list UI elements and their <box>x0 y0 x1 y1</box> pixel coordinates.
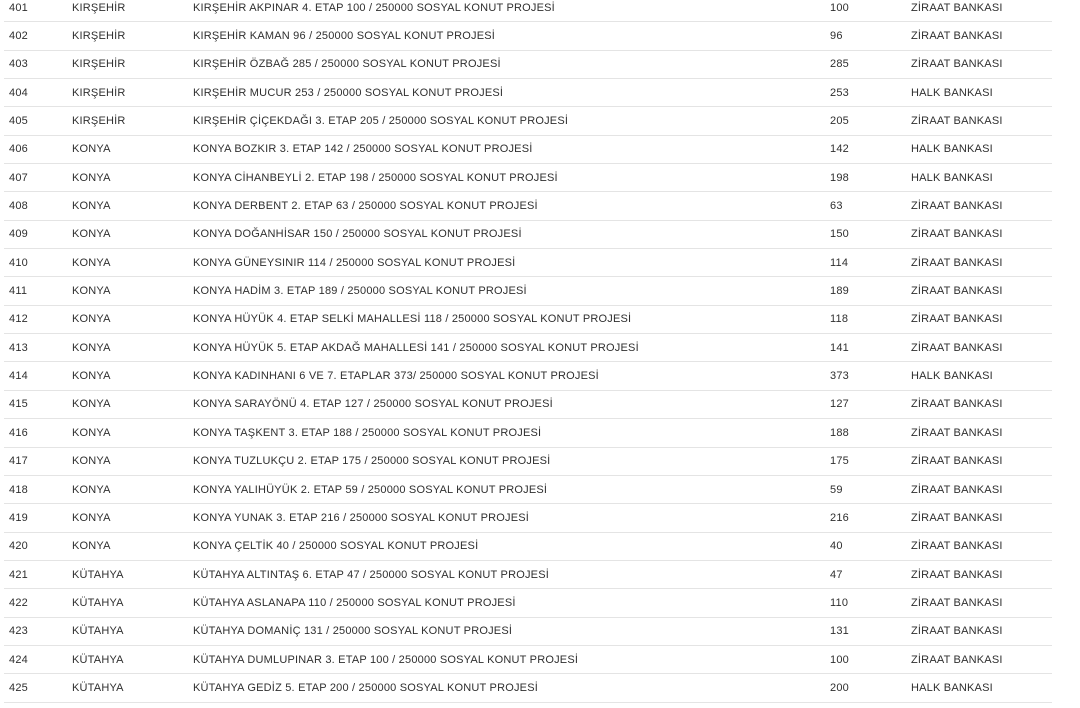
row-unit-count: 188 <box>830 426 849 439</box>
row-number: 411 <box>9 285 28 298</box>
row-bank: HALK BANKASI <box>911 681 993 694</box>
row-bank: ZİRAAT BANKASI <box>911 200 1003 213</box>
table-row <box>4 533 1052 561</box>
row-project-name: KONYA DOĞANHİSAR 150 / 250000 SOSYAL KONUT PROJESİ <box>193 228 522 241</box>
row-bank: ZİRAAT BANKASI <box>911 313 1003 326</box>
row-bank: HALK BANKASI <box>911 370 993 383</box>
row-bank: ZİRAAT BANKASI <box>911 115 1003 128</box>
row-number: 414 <box>9 370 28 383</box>
row-unit-count: 127 <box>830 398 849 411</box>
table-row <box>4 0 1052 22</box>
table-row <box>4 561 1052 589</box>
row-number: 405 <box>9 115 28 128</box>
table-row <box>4 362 1052 390</box>
row-unit-count: 100 <box>830 1 849 14</box>
table-row <box>4 107 1052 135</box>
row-unit-count: 142 <box>830 143 849 156</box>
row-bank: ZİRAAT BANKASI <box>911 58 1003 71</box>
row-project-name: KONYA BOZKIR 3. ETAP 142 / 250000 SOSYAL KONUT PROJESİ <box>193 143 533 156</box>
row-number: 420 <box>9 540 28 553</box>
row-number: 410 <box>9 256 28 269</box>
table-row <box>4 22 1052 50</box>
row-bank: ZİRAAT BANKASI <box>911 455 1003 468</box>
table-row <box>4 504 1052 532</box>
row-project-name: KONYA CİHANBEYLİ 2. ETAP 198 / 250000 SOSYAL KONUT PROJESİ <box>193 171 558 184</box>
row-project-name: KIRŞEHİR AKPINAR 4. ETAP 100 / 250000 SOSYAL KONUT PROJESİ <box>193 1 555 14</box>
row-city: KONYA <box>72 200 111 213</box>
table-row <box>4 79 1052 107</box>
row-project-name: KIRŞEHİR KAMAN 96 / 250000 SOSYAL KONUT PROJESİ <box>193 30 496 43</box>
row-number: 402 <box>9 30 28 43</box>
row-bank: HALK BANKASI <box>911 171 993 184</box>
row-project-name: KONYA SARAYÖNÜ 4. ETAP 127 / 250000 SOSYAL KONUT PROJESİ <box>193 398 553 411</box>
row-city: KIRŞEHİR <box>72 58 126 71</box>
row-bank: ZİRAAT BANKASI <box>911 1 1003 14</box>
row-number: 418 <box>9 483 28 496</box>
row-project-name: KIRŞEHİR ÇİÇEKDAĞI 3. ETAP 205 / 250000 SOSYAL KONUT PROJESİ <box>193 115 569 128</box>
row-unit-count: 198 <box>830 171 849 184</box>
row-number: 419 <box>9 511 28 524</box>
row-unit-count: 118 <box>830 313 849 326</box>
row-project-name: KÜTAHYA DOMANİÇ 131 / 250000 SOSYAL KONUT PROJESİ <box>193 625 513 638</box>
table-row <box>4 306 1052 334</box>
row-number: 407 <box>9 171 28 184</box>
table-row <box>4 448 1052 476</box>
row-project-name: KONYA HÜYÜK 4. ETAP SELKİ MAHALLESİ 118 / 250000 SOSYAL KONUT PROJESİ <box>193 313 632 326</box>
row-bank: ZİRAAT BANKASI <box>911 398 1003 411</box>
row-number: 424 <box>9 653 28 666</box>
row-bank: ZİRAAT BANKASI <box>911 483 1003 496</box>
row-bank: ZİRAAT BANKASI <box>911 596 1003 609</box>
table-row <box>4 419 1052 447</box>
row-city: KONYA <box>72 228 111 241</box>
row-project-name: KONYA TUZLUKÇU 2. ETAP 175 / 250000 SOSYAL KONUT PROJESİ <box>193 455 551 468</box>
row-number: 425 <box>9 681 28 694</box>
row-bank: ZİRAAT BANKASI <box>911 426 1003 439</box>
row-project-name: KONYA ÇELTİK 40 / 250000 SOSYAL KONUT PROJESİ <box>193 540 479 553</box>
row-unit-count: 189 <box>830 285 849 298</box>
row-unit-count: 150 <box>830 228 849 241</box>
row-unit-count: 96 <box>830 30 843 43</box>
row-project-name: KIRŞEHİR ÖZBAĞ 285 / 250000 SOSYAL KONUT PROJESİ <box>193 58 501 71</box>
row-city: KIRŞEHİR <box>72 30 126 43</box>
row-unit-count: 141 <box>830 341 849 354</box>
row-project-name: KONYA KADINHANI 6 VE 7. ETAPLAR 373/ 250000 SOSYAL KONUT PROJESİ <box>193 370 599 383</box>
row-unit-count: 131 <box>830 625 849 638</box>
row-number: 408 <box>9 200 28 213</box>
row-project-name: KONYA DERBENT 2. ETAP 63 / 250000 SOSYAL KONUT PROJESİ <box>193 200 538 213</box>
row-unit-count: 40 <box>830 540 843 553</box>
row-city: KONYA <box>72 398 111 411</box>
row-number: 406 <box>9 143 28 156</box>
table-row <box>4 51 1052 79</box>
row-bank: HALK BANKASI <box>911 86 993 99</box>
row-city: KONYA <box>72 143 111 156</box>
row-city: KONYA <box>72 426 111 439</box>
table-row <box>4 334 1052 362</box>
row-number: 412 <box>9 313 28 326</box>
row-city: KÜTAHYA <box>72 596 124 609</box>
row-unit-count: 373 <box>830 370 849 383</box>
table-row <box>4 164 1052 192</box>
row-unit-count: 59 <box>830 483 843 496</box>
row-city: KONYA <box>72 370 111 383</box>
row-city: KONYA <box>72 256 111 269</box>
row-project-name: KÜTAHYA DUMLUPINAR 3. ETAP 100 / 250000 SOSYAL KONUT PROJESİ <box>193 653 579 666</box>
row-bank: ZİRAAT BANKASI <box>911 228 1003 241</box>
row-unit-count: 205 <box>830 115 849 128</box>
row-city: KIRŞEHİR <box>72 1 126 14</box>
row-city: KIRŞEHİR <box>72 115 126 128</box>
row-city: KONYA <box>72 313 111 326</box>
row-unit-count: 200 <box>830 681 849 694</box>
row-bank: ZİRAAT BANKASI <box>911 30 1003 43</box>
row-unit-count: 175 <box>830 455 849 468</box>
row-bank: HALK BANKASI <box>911 143 993 156</box>
table-row <box>4 646 1052 674</box>
row-city: KONYA <box>72 483 111 496</box>
row-project-name: KONYA YUNAK 3. ETAP 216 / 250000 SOSYAL KONUT PROJESİ <box>193 511 530 524</box>
row-unit-count: 285 <box>830 58 849 71</box>
row-unit-count: 216 <box>830 511 849 524</box>
row-number: 403 <box>9 58 28 71</box>
row-number: 409 <box>9 228 28 241</box>
row-city: KONYA <box>72 511 111 524</box>
row-city: KONYA <box>72 540 111 553</box>
row-city: KÜTAHYA <box>72 568 124 581</box>
row-city: KÜTAHYA <box>72 681 124 694</box>
row-city: KONYA <box>72 285 111 298</box>
row-unit-count: 253 <box>830 86 849 99</box>
table-row <box>4 391 1052 419</box>
row-number: 404 <box>9 86 28 99</box>
row-number: 413 <box>9 341 28 354</box>
row-project-name: KÜTAHYA ASLANAPA 110 / 250000 SOSYAL KONUT PROJESİ <box>193 596 516 609</box>
table-row <box>4 674 1052 702</box>
row-city: KÜTAHYA <box>72 625 124 638</box>
row-project-name: KONYA GÜNEYSINIR 114 / 250000 SOSYAL KONUT PROJESİ <box>193 256 516 269</box>
table-row <box>4 589 1052 617</box>
row-city: KONYA <box>72 455 111 468</box>
row-bank: ZİRAAT BANKASI <box>911 511 1003 524</box>
row-project-name: KIRŞEHİR MUCUR 253 / 250000 SOSYAL KONUT PROJESİ <box>193 86 504 99</box>
row-number: 416 <box>9 426 28 439</box>
row-bank: ZİRAAT BANKASI <box>911 653 1003 666</box>
row-project-name: KONYA TAŞKENT 3. ETAP 188 / 250000 SOSYAL KONUT PROJESİ <box>193 426 542 439</box>
row-project-name: KONYA HÜYÜK 5. ETAP AKDAĞ MAHALLESİ 141 / 250000 SOSYAL KONUT PROJESİ <box>193 341 639 354</box>
row-city: KÜTAHYA <box>72 653 124 666</box>
row-bank: ZİRAAT BANKASI <box>911 568 1003 581</box>
row-project-name: KONYA YALIHÜYÜK 2. ETAP 59 / 250000 SOSYAL KONUT PROJESİ <box>193 483 548 496</box>
row-city: KONYA <box>72 341 111 354</box>
row-project-name: KÜTAHYA ALTINTAŞ 6. ETAP 47 / 250000 SOSYAL KONUT PROJESİ <box>193 568 549 581</box>
row-bank: ZİRAAT BANKASI <box>911 285 1003 298</box>
row-number: 421 <box>9 568 28 581</box>
row-bank: ZİRAAT BANKASI <box>911 341 1003 354</box>
row-city: KIRŞEHİR <box>72 86 126 99</box>
row-number: 401 <box>9 1 28 14</box>
table-row <box>4 136 1052 164</box>
row-city: KONYA <box>72 171 111 184</box>
row-unit-count: 47 <box>830 568 843 581</box>
row-number: 415 <box>9 398 28 411</box>
row-unit-count: 63 <box>830 200 843 213</box>
row-number: 423 <box>9 625 28 638</box>
table-row <box>4 221 1052 249</box>
projects-table <box>4 0 1052 703</box>
row-project-name: KÜTAHYA GEDİZ 5. ETAP 200 / 250000 SOSYAL KONUT PROJESİ <box>193 681 539 694</box>
row-number: 422 <box>9 596 28 609</box>
row-unit-count: 110 <box>830 596 849 609</box>
row-project-name: KONYA HADİM 3. ETAP 189 / 250000 SOSYAL KONUT PROJESİ <box>193 285 527 298</box>
row-unit-count: 114 <box>830 256 849 269</box>
row-bank: ZİRAAT BANKASI <box>911 540 1003 553</box>
table-row <box>4 249 1052 277</box>
table-row <box>4 476 1052 504</box>
row-number: 417 <box>9 455 28 468</box>
row-unit-count: 100 <box>830 653 849 666</box>
row-bank: ZİRAAT BANKASI <box>911 256 1003 269</box>
row-bank: ZİRAAT BANKASI <box>911 625 1003 638</box>
table-row <box>4 277 1052 305</box>
table-row <box>4 618 1052 646</box>
table-row <box>4 192 1052 220</box>
